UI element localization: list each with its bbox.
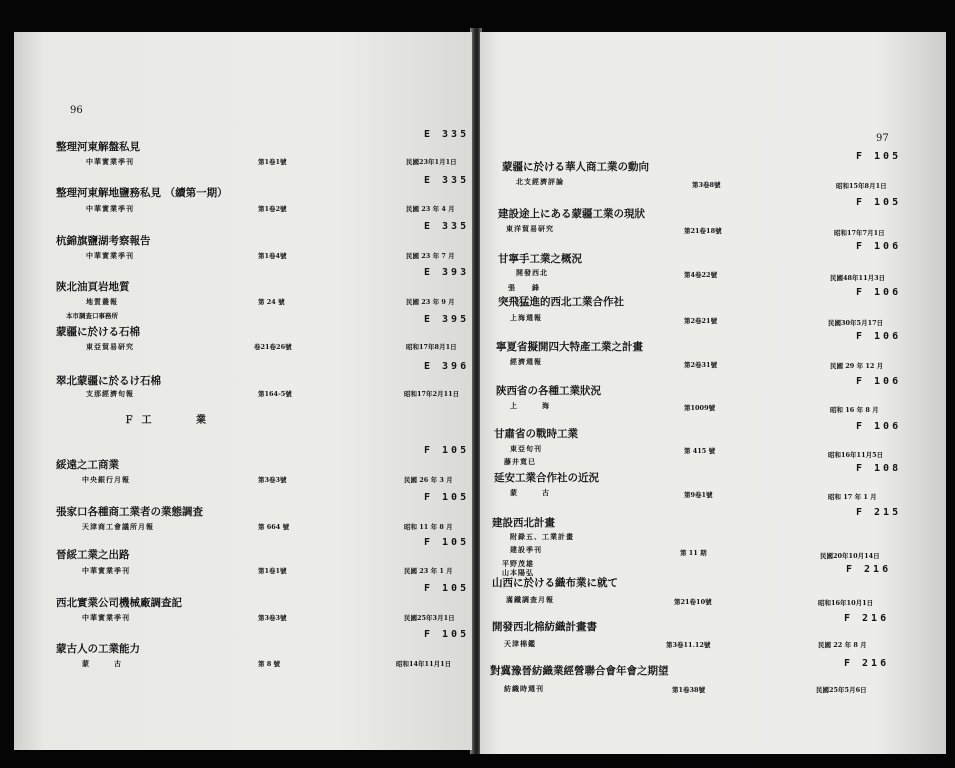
entry-publication: 中華實業季刊 — [86, 204, 134, 213]
entry-title: 整理河東解盤私見 — [56, 141, 140, 153]
entry-volume: 第9卷1號 — [684, 491, 713, 499]
entry-date: 昭和17年2月11日 — [404, 390, 460, 398]
entry-code: F 105 — [424, 537, 470, 548]
entry-date: 昭和 16 年 8 月 — [830, 406, 879, 414]
entry-date: 昭和 17 年 1 月 — [828, 493, 877, 501]
entry-date: 民國25年5月6日 — [816, 686, 867, 694]
entry-title: 突飛猛進的西北工業合作社 — [498, 296, 624, 308]
entry-publication: 中華實業季刊 — [82, 613, 130, 622]
entry-volume: 第1卷2號 — [258, 205, 287, 213]
entry-volume: 第164-5號 — [258, 390, 292, 398]
entry-code: F 105 — [424, 583, 470, 594]
entry-title: 綏遠之工商業 — [56, 459, 119, 471]
section-heading: Ｆ 工 — [124, 415, 154, 426]
entry-title: 蒙古人の工業能力 — [56, 643, 140, 655]
entry-title: 陝北油頁岩地質 — [56, 281, 130, 293]
entry-volume: 第1卷4號 — [258, 252, 287, 260]
entry-title: 寧夏省擬開四大特產工業之計畫 — [496, 341, 643, 353]
entry-publication: 蒙 古 — [510, 488, 550, 497]
entry-publication: 天津棉鑑 — [504, 639, 536, 648]
entry-title: 整理河東解地鹽務私見 （續第一期） — [56, 187, 228, 199]
entry-volume: 第21卷10號 — [674, 598, 712, 606]
entry-note: 本市調查口事務所 — [66, 312, 118, 320]
entry-publication: 開發西北 — [516, 268, 548, 277]
entry-volume: 第 11 期 — [680, 549, 707, 557]
entry-volume: 第3卷3號 — [258, 476, 287, 484]
entry-code: F 106 — [856, 331, 902, 342]
entry-code: F 216 — [844, 658, 890, 669]
entry-volume: 卷21卷26號 — [254, 343, 292, 351]
section-heading: 業 — [196, 415, 208, 426]
entry-volume: 第3卷3號 — [258, 614, 287, 622]
entry-date: 昭和17年7月1日 — [834, 229, 885, 237]
entry-subtitle: 附錄五、工業計畫 — [510, 532, 574, 541]
entry-publication: 上 海 — [510, 401, 550, 410]
entry-code: F 105 — [424, 492, 470, 503]
entry-date: 民國 23 年 4 月 — [406, 205, 455, 213]
entry-code: F 216 — [846, 564, 892, 575]
entry-title: 西北實業公司機械廠調查記 — [56, 597, 182, 609]
entry-code: F 216 — [844, 613, 890, 624]
entry-author: 平野茂雄 — [502, 559, 534, 568]
entry-title: 建設途上にある蒙疆工業の現狀 — [498, 208, 645, 220]
entry-code: F 215 — [856, 507, 902, 518]
entry-code: E 395 — [424, 314, 470, 325]
entry-publication: 東洋貿易研究 — [506, 224, 554, 233]
entry-title: 山西に於ける織布業に就て — [492, 577, 618, 589]
entry-title: 甘寧手工業之概況 — [498, 253, 582, 265]
entry-volume: 第 8 號 — [258, 660, 281, 668]
entry-code: F 105 — [424, 445, 470, 456]
entry-title: 蒙疆に於ける石棉 — [56, 326, 140, 338]
entry-author: 山本陽弘 — [502, 568, 534, 577]
entry-code: F 108 — [856, 463, 902, 474]
entry-volume: 第2卷21號 — [684, 317, 718, 325]
entry-publication: 中華實業季刊 — [86, 157, 134, 166]
entry-date: 民國30年5月17日 — [828, 319, 884, 327]
entry-title: 開發西北棉紡織計畫書 — [492, 621, 597, 633]
entry-code: F 106 — [856, 376, 902, 387]
entry-code: F 105 — [424, 629, 470, 640]
right-page — [480, 32, 946, 754]
entry-volume: 第1卷1號 — [258, 158, 287, 166]
page-number: 96 — [70, 105, 83, 116]
entry-code: E 335 — [424, 129, 470, 140]
entry-date: 民國 23 年 1 月 — [404, 567, 453, 575]
entry-volume: 第 664 號 — [258, 523, 290, 531]
entry-publication: 中華實業季刊 — [82, 566, 130, 575]
entry-code: F 106 — [856, 241, 902, 252]
entry-title: 陝西省の各種工業狀況 — [496, 385, 601, 397]
entry-publication: 經濟週報 — [510, 357, 542, 366]
entry-title: 建設西北計畫 — [492, 517, 555, 529]
entry-code: E 396 — [424, 361, 470, 372]
entry-title: 對冀豫晉紡織業經營聯合會年會之期望 — [490, 665, 669, 677]
entry-title: 延安工業合作社の近況 — [494, 472, 599, 484]
entry-date: 昭和14年11月1日 — [396, 660, 452, 668]
entry-volume: 第1卷1號 — [258, 567, 287, 575]
entry-publication: 地質叢報 — [86, 297, 118, 306]
entry-volume: 第21卷18號 — [684, 227, 722, 235]
entry-date: 民國20年10月14日 — [820, 552, 880, 560]
page-number: 97 — [876, 133, 889, 144]
entry-publication: 蒙 古 — [82, 659, 122, 668]
entry-date: 昭和17年8月1日 — [406, 343, 457, 351]
entry-author: 藤井寬已 — [504, 457, 536, 466]
entry-title: 杭錦旗鹽湖考察報告 — [56, 235, 151, 247]
entry-publication: 滿鐵調查月報 — [506, 595, 554, 604]
entry-volume: 第1009號 — [684, 404, 716, 412]
entry-publication: 天津商工會議所月報 — [82, 522, 154, 531]
entry-volume: 第 415 號 — [684, 447, 716, 455]
entry-volume: 第3卷8號 — [692, 181, 721, 189]
entry-title: 甘肅省の戰時工業 — [494, 428, 578, 440]
entry-code: F 106 — [856, 421, 902, 432]
entry-publication: 北支經濟評論 — [516, 177, 564, 186]
entry-volume: 第2卷31號 — [684, 361, 718, 369]
entry-date: 昭和16年11月5日 — [828, 451, 884, 459]
entry-volume: 第3卷11.12號 — [666, 641, 711, 649]
entry-author: 張 鋒 — [508, 283, 540, 292]
entry-publication: 建設季刊 — [510, 545, 542, 554]
entry-code: F 105 — [856, 197, 902, 208]
entry-date: 民國25年3月1日 — [404, 614, 455, 622]
entry-publication: 紡織時週刊 — [504, 684, 544, 693]
entry-publication: 上海週報 — [510, 313, 542, 322]
entry-volume: 第1卷38號 — [672, 686, 706, 694]
entry-date: 昭和15年8月1日 — [836, 182, 887, 190]
entry-date: 民國 23 年 9 月 — [406, 298, 455, 306]
entry-publication: 東亞貿易研究 — [86, 342, 134, 351]
entry-volume: 第4卷22號 — [684, 271, 718, 279]
entry-date: 民國 22 年 8 月 — [818, 641, 867, 649]
entry-publication: 支那經濟旬報 — [86, 389, 134, 398]
entry-date: 民國48年11月3日 — [830, 274, 886, 282]
entry-code: F 106 — [856, 287, 902, 298]
entry-code: E 335 — [424, 175, 470, 186]
entry-volume: 第 24 號 — [258, 298, 285, 306]
entry-title: 張家口各種商工業者の業態調査 — [56, 506, 203, 518]
entry-code: E 393 — [424, 267, 470, 278]
entry-date: 民國 23 年 7 月 — [406, 252, 455, 260]
entry-publication: 中央銀行月報 — [82, 475, 130, 484]
entry-title: 晉綏工業之出路 — [56, 549, 130, 561]
entry-title: 蒙疆に於ける華人商工業の動向 — [502, 161, 649, 173]
left-page — [14, 32, 472, 750]
entry-title: 翠北蒙疆に於るけ石棉 — [56, 375, 161, 387]
entry-date: 昭和 11 年 8 月 — [404, 523, 453, 531]
entry-date: 民國 29 年 12 月 — [830, 362, 884, 370]
entry-code: E 335 — [424, 221, 470, 232]
entry-publication: 中華實業季刊 — [86, 251, 134, 260]
entry-date: 民國 26 年 3 月 — [404, 476, 453, 484]
entry-date: 民國23年1月1日 — [406, 158, 457, 166]
entry-publication: 東亞旬刊 — [510, 444, 542, 453]
entry-date: 昭和16年10月1日 — [818, 599, 874, 607]
entry-code: F 105 — [856, 151, 902, 162]
